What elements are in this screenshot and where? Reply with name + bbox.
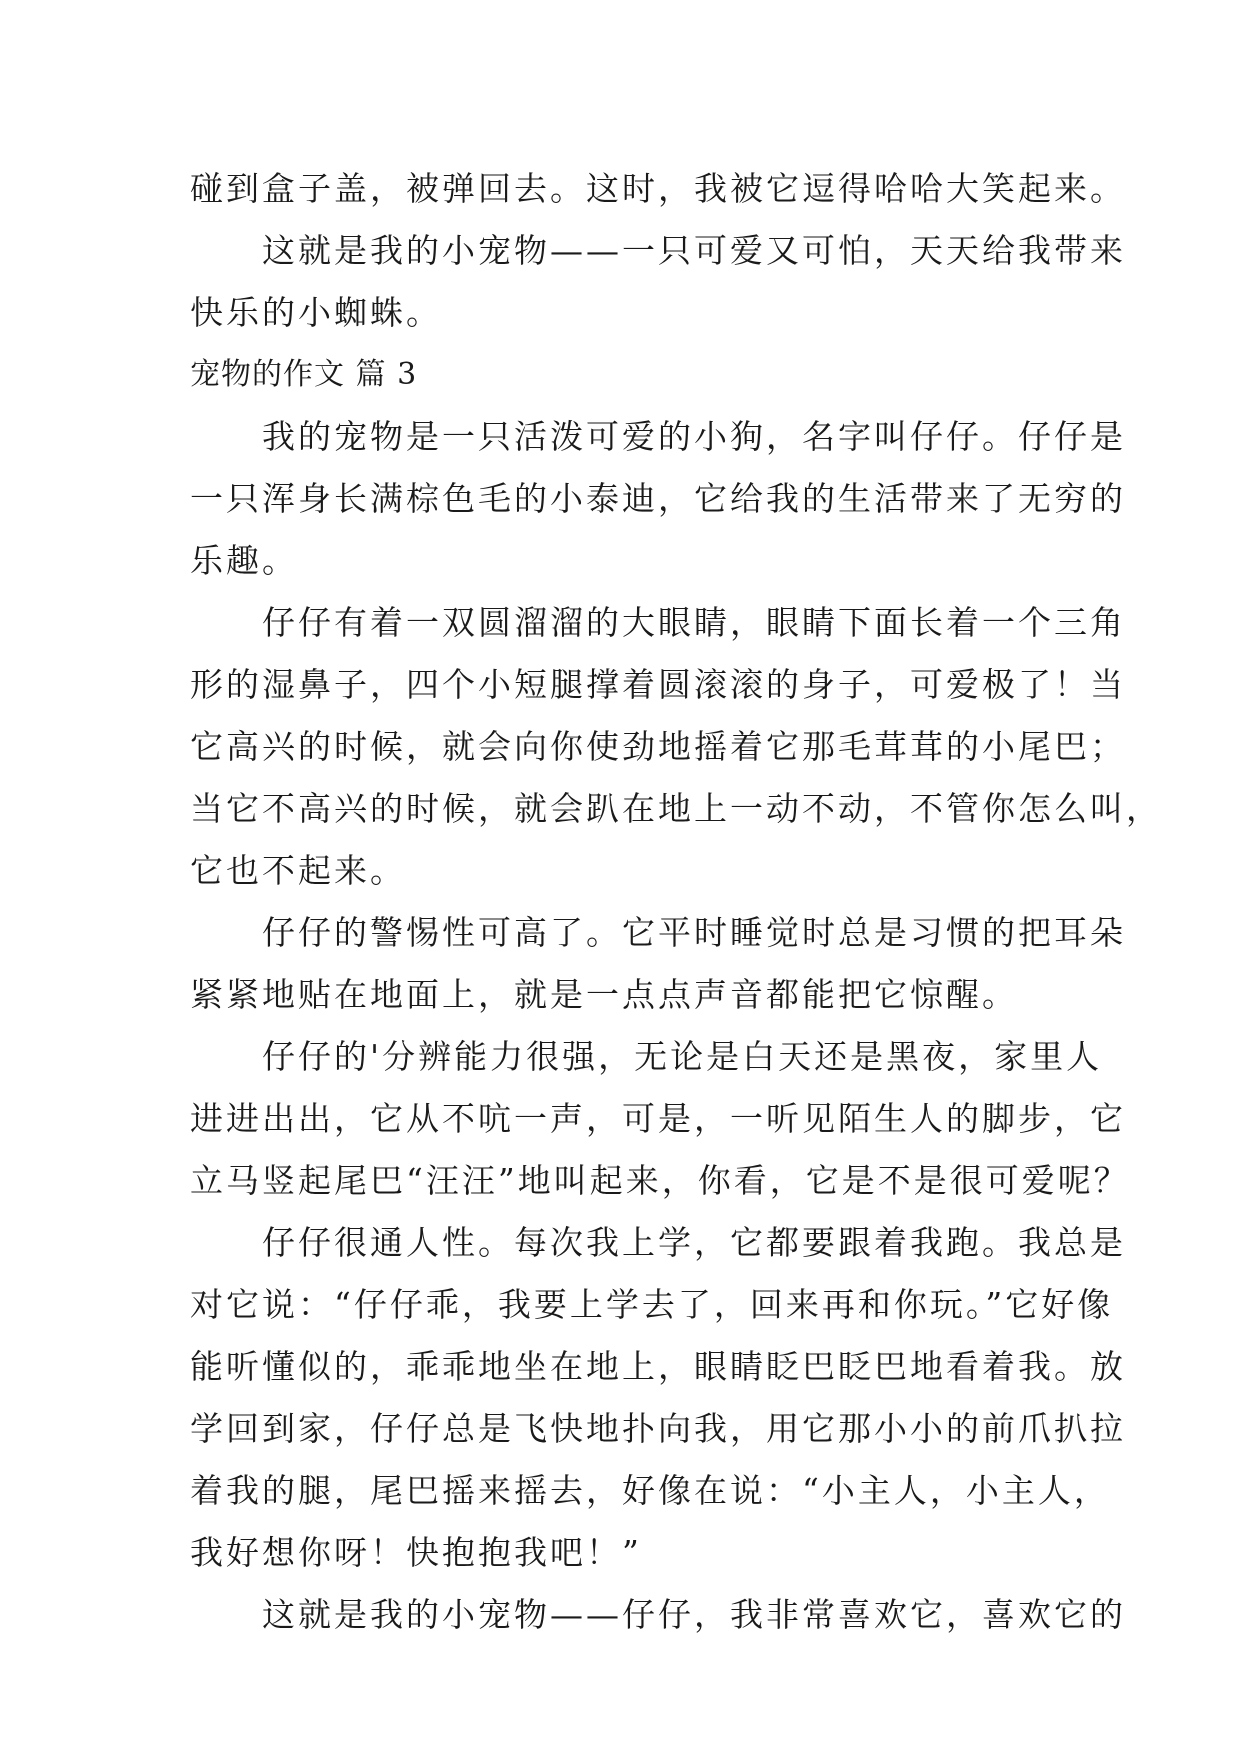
text-line: 仔仔的警惕性可高了。它平时睡觉时总是习惯的把耳朵: [190, 913, 1126, 952]
text-line: 着我的腿，尾巴摇来摇去，好像在说：“小主人，小主人，: [190, 1471, 1110, 1510]
text-line: 碰到盒子盖，被弹回去。这时，我被它逗得哈哈大笑起来。: [190, 169, 1126, 208]
text-line: 这就是我的小宠物——仔仔，我非常喜欢它，喜欢它的: [190, 1595, 1126, 1634]
text-line: 仔仔的'分辨能力很强，无论是白天还是黑夜，家里人: [190, 1037, 1103, 1076]
text-line: 一只浑身长满棕色毛的小泰迪，它给我的生活带来了无穷的: [190, 479, 1126, 518]
text-line: 乐趣。: [190, 541, 298, 580]
text-line: 立马竖起尾巴“汪汪”地叫起来，你看，它是不是很可爱呢？: [190, 1161, 1130, 1200]
text-line: 对它说：“仔仔乖，我要上学去了，回来再和你玩。”它好像: [190, 1285, 1114, 1324]
document-page: [190, 158, 1162, 1646]
text-line: 学回到家，仔仔总是飞快地扑向我，用它那小小的前爪扒拉: [190, 1409, 1126, 1448]
text-line: 这就是我的小宠物——一只可爱又可怕，天天给我带来: [190, 231, 1126, 270]
text-line: 仔仔有着一双圆溜溜的大眼睛，眼睛下面长着一个三角: [190, 603, 1126, 642]
text-line: 形的湿鼻子，四个小短腿撑着圆滚滚的身子，可爱极了！当: [190, 665, 1126, 704]
section-heading: 宠物的作文 篇 3: [190, 357, 418, 392]
text-line: 能听懂似的，乖乖地坐在地上，眼睛眨巴眨巴地看着我。放: [190, 1347, 1126, 1386]
text-line: 进进出出，它从不吭一声，可是，一听见陌生人的脚步，它: [190, 1099, 1126, 1138]
text-line: 仔仔很通人性。每次我上学，它都要跟着我跑。我总是: [190, 1223, 1126, 1262]
text-line: 它高兴的时候，就会向你使劲地摇着它那毛茸茸的小尾巴；: [190, 727, 1126, 766]
text-line: 我好想你呀！快抱抱我吧！”: [190, 1533, 642, 1572]
text-line: 紧紧地贴在地面上，就是一点点声音都能把它惊醒。: [190, 975, 1018, 1014]
text-line: 当它不高兴的时候，就会趴在地上一动不动，不管你怎么叫，: [190, 789, 1162, 828]
text-line: 快乐的小蜘蛛。: [190, 293, 442, 332]
text-line: 我的宠物是一只活泼可爱的小狗，名字叫仔仔。仔仔是: [190, 417, 1126, 456]
text-line: 它也不起来。: [190, 851, 406, 890]
